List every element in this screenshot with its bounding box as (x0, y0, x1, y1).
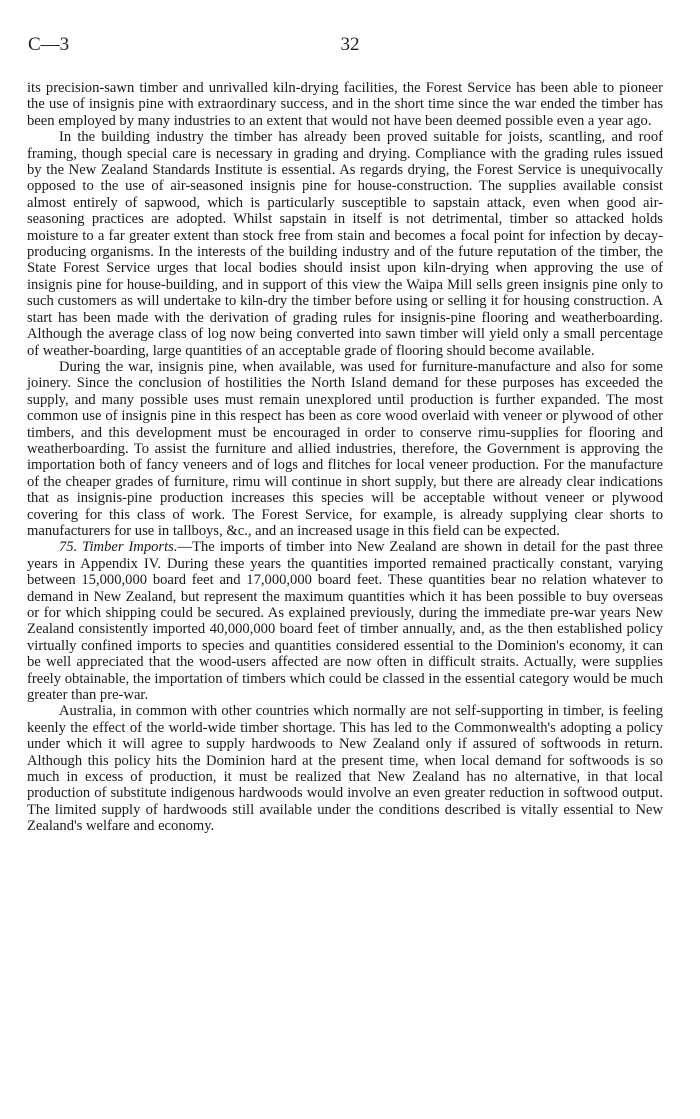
document-code: C—3 (28, 34, 70, 55)
page-header (28, 34, 672, 58)
document-body (27, 80, 663, 835)
page-number: 32 (340, 34, 360, 55)
paragraph: During the war, insignis pine, when available, was used for furniture-manufacture and also for some joinery. Since the conclusion of hostilities the North Island demand for these purposes has exceeded the supply, and many possible uses must remain unexplored until production is further expanded. The most common use of insignis pine in this respect has been as core wood overlaid with veneer or plywood of other timbers, and this development must be encouraged in order to conserve rimu-supplies for flooring and weatherboarding. To assist the furniture and allied industries, therefore, the Government is approving the importation both of fancy veneers and of logs and flitches for local veneer production. For the manufacture of the cheaper grades of furniture, rimu will continue in short supply, but there are already clear indications that as insignis-pine production increases this species will be acceptable without veneer or plywood covering for this class of work. The Forest Service, for example, is already supplying clear shorts to manufacturers for use in tallboys, &c., and an increased usage in this field can be expected. (27, 358, 663, 539)
paragraph: In the building industry the timber has already been proved suitable for joists, scantling, and roof framing, though special care is necessary in grading and drying. Compliance with the grading rules issued by the New Zealand Standards Institute is essential. As regards drying, the Forest Service is unequivocally opposed to the use of air-seasoned insignis pine for house-construction. The supplies available consist almost entirely of sapwood, which is particularly susceptible to sapstain attack, even when good air-seasoning practices are adopted. Whilst sapstain in itself is not detrimental, timber so attacked holds moisture to a far greater extent than stock free from stain and becomes a focal point for infection by decay-producing organisms. In the interests of the building industry and of the future reputation of the timber, the State Forest Service urges that local bodies should insist upon kiln-drying when approving the use of insignis pine for house-building, and in support of this view the Waipa Mill sells green insignis pine only to such customers as will undertake to kiln-dry the timber before using or selling it for housing construction. A start has been made with the derivation of grading rules for insignis-pine flooring and weatherboarding. Although the average class of log now being converted into sawn timber will yield only a small percentage of weather-boarding, large quantities of an acceptable grade of flooring should become available. (27, 129, 663, 359)
paragraph: its precision-sawn timber and unrivalled kiln-drying facilities, the Forest Service has been able to pioneer the use of insignis pine with extraordinary success, and in the short time since the war ended the timber has been employed by many industries to an extent that would not have been deemed possible even a year ago. (27, 80, 663, 129)
section-heading: 75. Timber Imports. (59, 539, 178, 556)
paragraph: Australia, in common with other countries which normally are not self-supporting in timber, is feeling keenly the effect of the world-wide timber shortage. This has led to the Commonwealth's adopting a policy under which it will agree to supply hardwoods to New Zealand only if assured of softwoods in return. Although this policy hits the Dominion hard at the present time, when local demand for softwoods is so much in excess of production, it must be realized that New Zealand has no alternative, in that local production of substitute indigenous hardwoods would involve an even greater reduction in softwood output. The limited supply of hardwoods still available under the conditions described is vitally essential to New Zealand's welfare and economy. (27, 703, 663, 835)
paragraph-timber-imports: 75. Timber Imports.—The imports of timber into New Zealand are shown in detail for the past three years in Appendix IV. During these years the quantities imported remained practically constant, varying between 15,000,000 board feet and 17,000,000 board feet. These quantities bear no relation whatever to demand in New Zealand, but represent the maximum quantities which it has been possible to buy overseas or for which shipping could be secured. As explained previously, during the immediate pre-war years New Zealand consistently imported 40,000,000 board feet of timber annually, and, as the then established policy virtually confined imports to species and quantities considered essential to the Dominion's economy, it can be well appreciated that the wood-users affected are now often in difficult straits. Actually, were supplies freely obtainable, the importation of timbers which could be classed in the essential category would be much greater than pre-war. (27, 539, 663, 704)
